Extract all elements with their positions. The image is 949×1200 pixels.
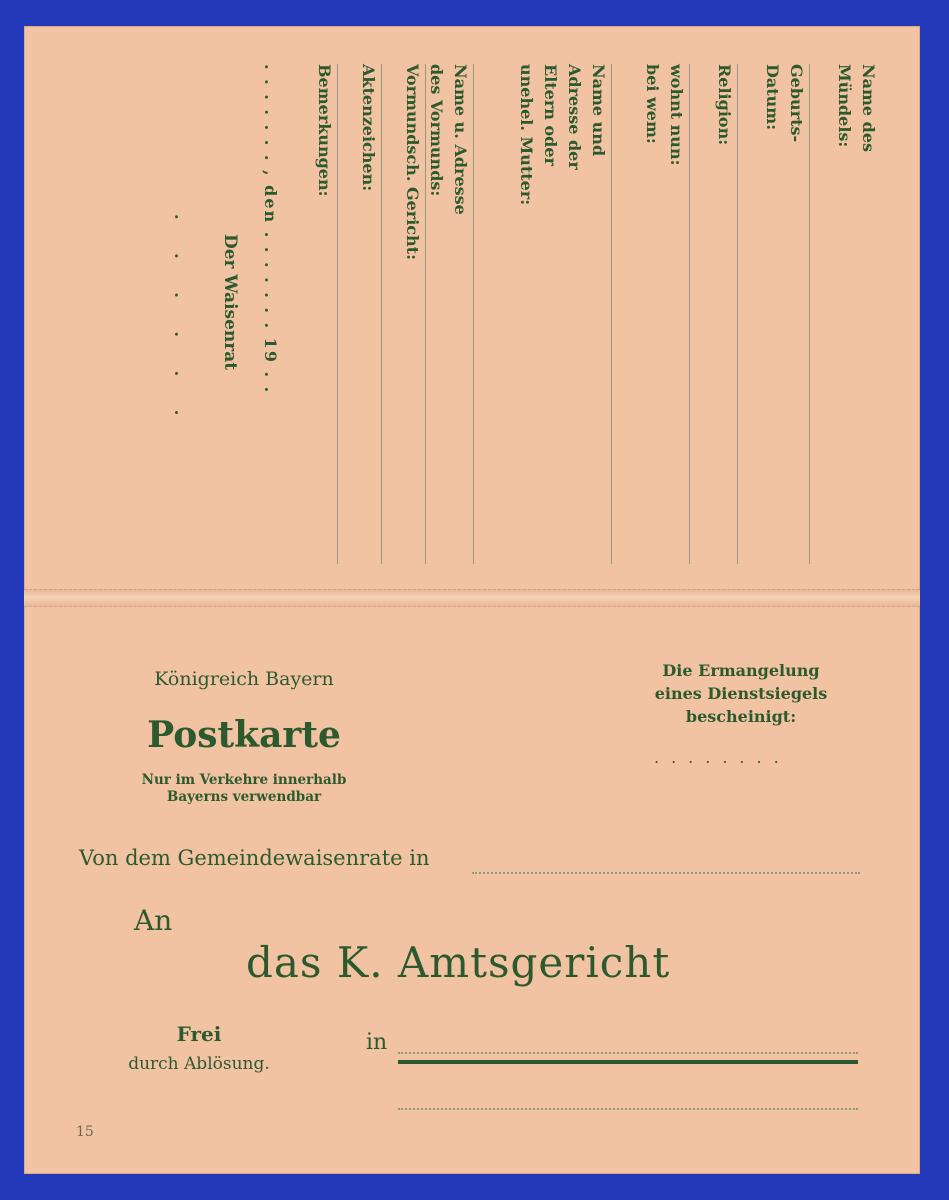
- field-remarks: [290, 64, 336, 564]
- field-guardian: [425, 64, 472, 564]
- field-label: Vormundsch. Gericht:: [403, 64, 422, 260]
- field-label: Name des Mündels:: [835, 64, 878, 153]
- location-underline: [398, 1060, 858, 1064]
- field-label: Name und Adresse der Eltern oder unehel. Mutter:: [517, 64, 608, 206]
- recipient-prefix: An: [134, 904, 173, 937]
- form-section: [80, 64, 880, 564]
- field-parents-line: [473, 64, 550, 564]
- postage-free-label: Frei: [176, 1022, 222, 1046]
- card-type-title: Postkarte: [147, 714, 341, 756]
- extra-dotted-line[interactable]: [398, 1108, 858, 1110]
- usage-line-1: Nur im Verkehre innerhalb: [141, 772, 347, 788]
- signature-dots: . . . . . .: [171, 214, 190, 430]
- postage-note: durch Ablösung.: [128, 1054, 270, 1074]
- field-religion: [689, 64, 736, 564]
- recipient-name: das K. Amtsgericht: [246, 938, 671, 987]
- kingdom-title: Königreich Bayern: [154, 668, 334, 690]
- field-label: Aktenzeichen:: [359, 64, 378, 192]
- usage-note: [114, 772, 374, 806]
- fold-line: [24, 589, 920, 607]
- seal-note: Die Ermangelung eines Dienstsiegels bescheinigt:: [654, 661, 828, 726]
- usage-line-2: Bayerns verwendbar: [166, 789, 322, 805]
- sender-dotted-line[interactable]: [472, 872, 860, 874]
- field-file-number: [337, 64, 380, 564]
- field-birth-date: [737, 64, 808, 564]
- location-label: in: [366, 1030, 388, 1055]
- field-guardianship-court: [381, 64, 424, 564]
- location-dotted-line[interactable]: [398, 1052, 858, 1054]
- field-label: Geburts- Datum:: [763, 64, 806, 143]
- signer-label: Der Waisenrat: [220, 234, 240, 371]
- field-label: wohnt nun: bei wem:: [643, 64, 686, 166]
- field-label: Name u. Adresse des Vormunds:: [427, 64, 470, 215]
- sender-line-label: Von dem Gemeindewaisenrate in: [79, 846, 430, 870]
- seal-signature-dots: ........: [654, 748, 791, 767]
- field-label: Bemerkungen:: [315, 64, 334, 197]
- date-line: . . . . . . . , den . . . . . . . 19 . .: [261, 64, 280, 395]
- field-label: Religion:: [715, 64, 734, 146]
- form-number: 15: [76, 1124, 94, 1140]
- postcard: [24, 26, 920, 1174]
- field-residence: [611, 64, 688, 564]
- field-mundel-name: [809, 64, 880, 564]
